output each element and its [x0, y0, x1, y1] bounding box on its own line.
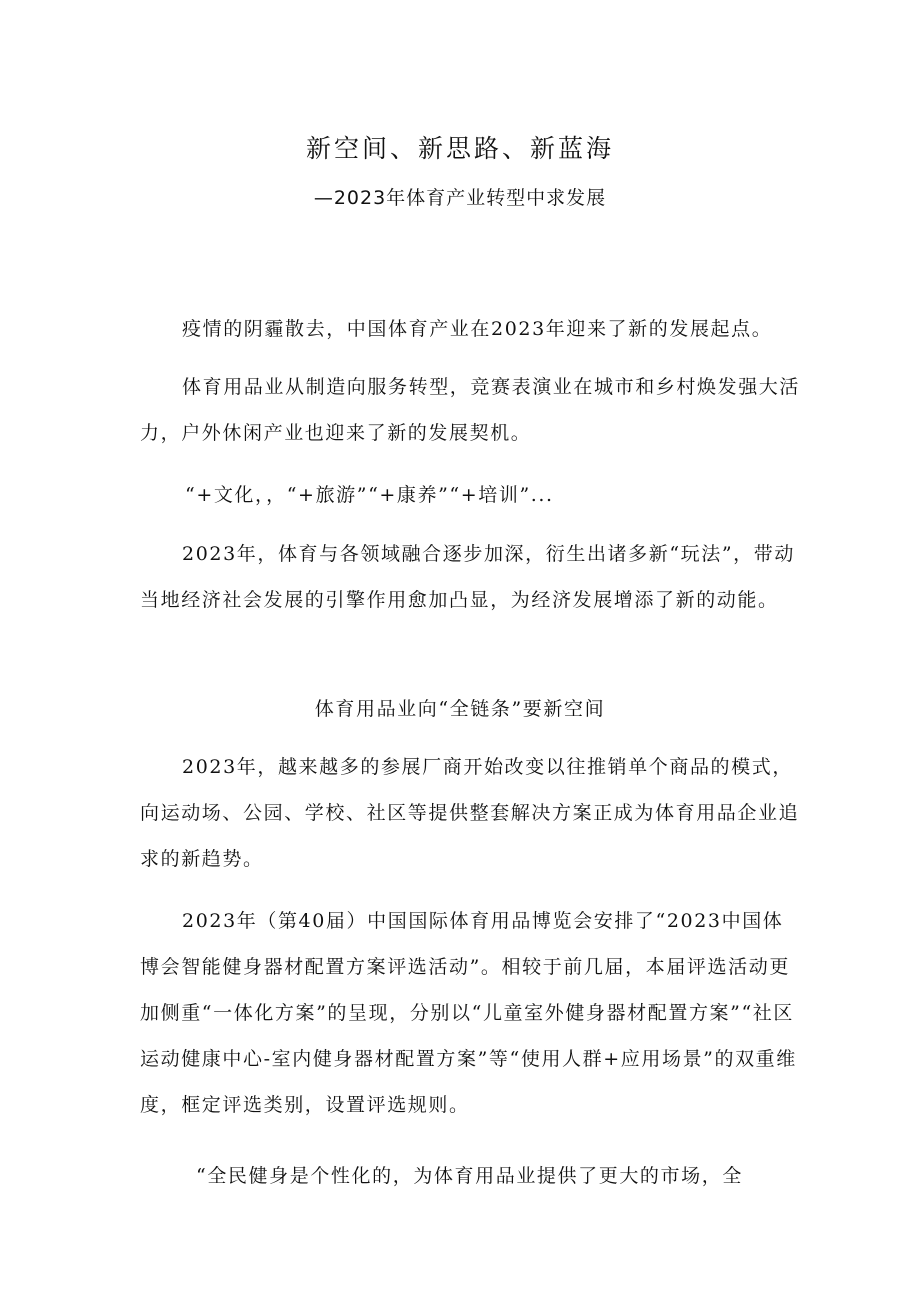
- document-subtitle: —2023年体育产业转型中求发展: [313, 187, 607, 209]
- paragraph-7: “全民健身是个性化的，为体育用品业提供了更大的市场，全: [196, 1165, 743, 1187]
- paragraph-6: 2023年（第40届）中国国际体育用品博览会安排了“2023中国体博会智能健身器材配置方案评选活动”。相较于前几届，本届评选活动更加侧重“一体化方案”的呈现，分别以“儿童室外健身器材配置方案”“社区运动健康中心-室内健身器材配置方案”等“使用人群+应用场景”的双重维度，框定评选类别，设置评选规则。: [140, 910, 797, 1116]
- paragraph-3: “+文化，，“+旅游”“+康养”“+培训”...: [185, 484, 554, 506]
- paragraph-2: 体育用品业从制造向服务转型，竞赛表演业在城市和乡村焕发强大活力，户外休闲产业也迎来了新的发展契机。: [140, 376, 801, 444]
- paragraph-1: 疫情的阴霾散去，中国体育产业在2023年迎来了新的发展起点。: [182, 318, 773, 340]
- paragraph-5: 2023年，越来越多的参展厂商开始改变以往推销单个商品的模式，向运动场、公园、学校、社区等提供整套解决方案正成为体育用品企业追求的新趋势。: [140, 756, 800, 870]
- section-heading: 体育用品业向“全链条”要新空间: [314, 698, 606, 720]
- paragraph-4: 2023年，体育与各领域融合逐步加深，衍生出诸多新“玩法”，带动当地经济社会发展的引擎作用愈加凸显，为经济发展增添了新的动能。: [140, 543, 795, 611]
- document-title: 新空间、新思路、新蓝海: [305, 134, 614, 163]
